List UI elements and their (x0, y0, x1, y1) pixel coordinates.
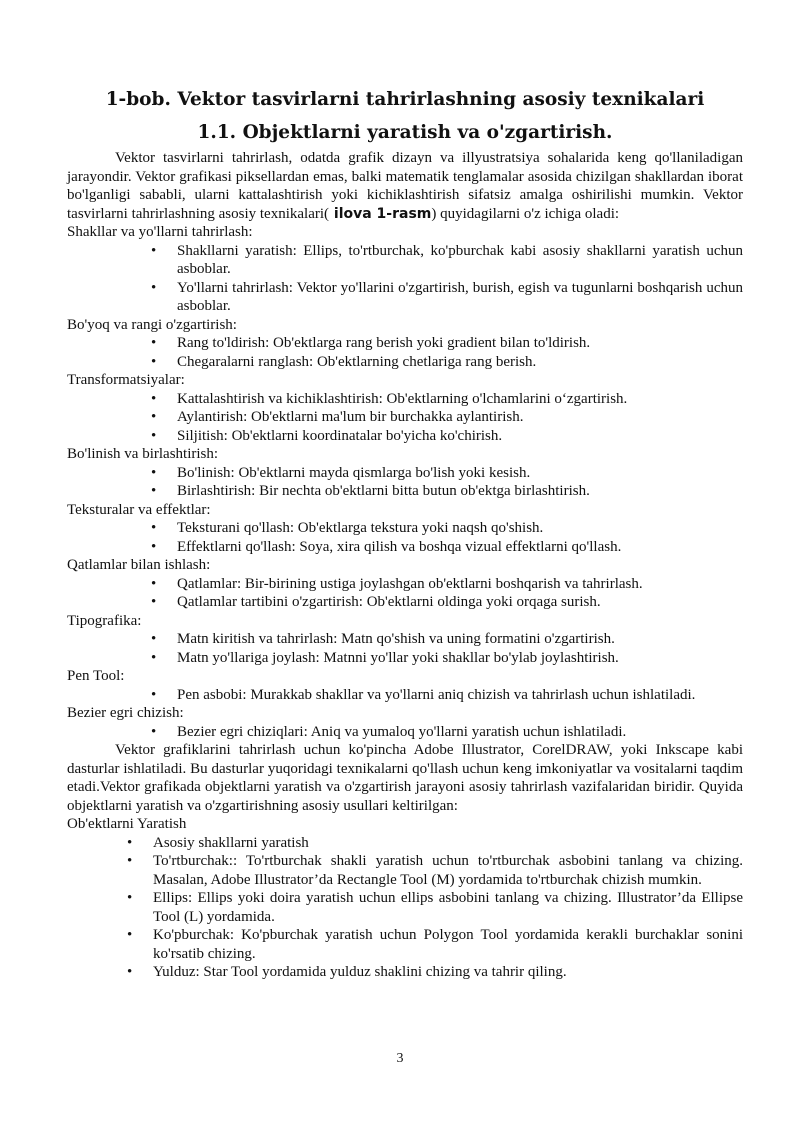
list-item (151, 593, 743, 612)
list-item-text: Asosiy shakllarni yaratish (153, 834, 309, 851)
bullet-icon: • (127, 927, 133, 943)
bullet-icon: • (151, 575, 157, 592)
section-title: Tipografika: (67, 612, 142, 629)
bullet-icon: • (151, 723, 157, 740)
section-title: Qatlamlar bilan ishlash: (67, 557, 211, 573)
list-item-text: Yulduz: Star Tool yordamida yulduz shaklini chizing va tahrir qiling. (153, 964, 567, 980)
bullet-list (67, 575, 743, 612)
bullet-icon: • (151, 594, 157, 610)
intro-text: Vektor tasvirlarni tahrirlash, odatda grafik dizayn va illyustratsiya sohalarida keng qo'llaniladigan jarayondir. Vektor grafikasi piksellardan emas, balki matematik tenglamalar asosida chizilgan shakllardan iborat bo'lganligi sababli, ularni kattalashtirish yoki kichiklashtirish sifatsiz amalga oshirilishi mumkin. Vektor tasvirlarni tahrirlashning asosiy texnikalari( (67, 150, 743, 222)
bullet-list (67, 390, 743, 446)
bullet-list (67, 242, 743, 316)
list-item-text: Aylantirish: Ob'ektlarni ma'lum bir burchakka aylantirish. (177, 409, 524, 425)
chapter-heading: 1-bob. Vektor tasvirlarni tahrirlashning asosiy texnikalari (105, 89, 705, 110)
list-item-text: Siljitish: Ob'ektlarni koordinatalar bo'yicha ko'chirish. (177, 427, 503, 444)
bullet-icon: • (127, 853, 133, 869)
bullet-icon: • (151, 649, 157, 666)
list-item-text: Matn kiritish va tahrirlash: Matn qo'shish va uning formatini o'zgartirish. (177, 631, 615, 647)
bullet-list (67, 686, 743, 705)
list-item-text: Teksturani qo'llash: Ob'ektlarga tekstura yoki naqsh qo'shish. (177, 520, 544, 536)
bullet-icon: • (127, 890, 133, 906)
list-item (127, 889, 743, 926)
list-item-text: Ellips: Ellips yoki doira yaratish uchun ellips asbobini tanlang va chizing. Illustrator’da Ellipse Tool (L) yordamida. (153, 890, 743, 925)
list-item (151, 538, 743, 557)
figure-reference: ilova 1-rasm (329, 205, 432, 222)
list-item (151, 723, 743, 742)
creation-list (67, 834, 743, 982)
bullet-icon: • (127, 834, 133, 851)
list-item (151, 279, 743, 316)
section-title: Bezier egri chizish: (67, 705, 184, 721)
list-item (151, 390, 743, 409)
intro-tail: ) quyidagilarni o'z ichiga oladi: (431, 205, 620, 222)
bullet-icon: • (151, 483, 157, 499)
bullet-list (67, 464, 743, 501)
bullet-list (67, 519, 743, 556)
second-paragraph: Vektor grafiklarini tahrirlash uchun ko'pincha Adobe Illustrator, CorelDRAW, yoki Inkscape kabi dasturlar ishlatiladi. Bu dasturlar yuqoridagi texnikalarni qo'llash uchun keng imkoniyatlar va vositalarni taqdim etadi.Vektor grafikada objektlarni yaratish va o'zgartirish jarayoni asosiy tahrirlash vazifalaridan biridir. Quyida objektlarni yaratish va o'zgartirishning asosiy usullari keltirilgan: (67, 742, 743, 814)
list-item (151, 353, 743, 372)
list-item (151, 630, 743, 649)
intro-paragraph (67, 149, 743, 223)
bullet-icon: • (151, 335, 157, 351)
section-title: Teksturalar va effektlar: (67, 501, 211, 518)
list-item-text: Chegaralarni ranglash: Ob'ektlarning chetlariga rang berish. (177, 353, 537, 370)
list-item-text: Rang to'ldirish: Ob'ektlarga rang berish yoki gradient bilan to'ldirish. (177, 335, 591, 351)
page-number: 3 (396, 1051, 404, 1066)
bullet-list (67, 334, 743, 371)
bullet-icon: • (127, 964, 133, 980)
list-item (127, 963, 743, 982)
list-item-text: Yo'llarni tahrirlash: Vektor yo'llarini o'zgartirish, burish, egish va tugunlarni boshqarish uchun asboblar. (177, 279, 743, 314)
creation-title: Ob'ektlarni Yaratish (67, 816, 187, 832)
list-item-text: Pen asbobi: Murakkab shakllar va yo'llarni aniq chizish va tahrirlash uchun ishlatiladi. (177, 686, 696, 703)
section-title: Transformatsiyalar: (67, 372, 185, 388)
list-item-text: Kattalashtirish va kichiklashtirish: Ob'ektlarning o'lchamlarini o‘zgartirish. (177, 390, 628, 407)
bullet-icon: • (151, 631, 157, 647)
bullet-icon: • (151, 390, 157, 407)
list-item-text: Matn yo'llariga joylash: Matnni yo'llar yoki shakllar bo'ylab joylashtirish. (177, 649, 619, 666)
list-item (127, 926, 743, 963)
bullet-icon: • (151, 520, 157, 536)
list-item (151, 575, 743, 594)
list-item-text: Ko'pburchak: Ko'pburchak yaratish uchun Polygon Tool yordamida kerakli burchaklar sonini ko'rsatib chizing. (153, 927, 743, 962)
list-item (151, 482, 743, 501)
list-item-text: Qatlamlar tartibini o'zgartirish: Ob'ektlarni oldinga yoki orqaga surish. (177, 594, 601, 610)
bullet-icon: • (151, 353, 157, 370)
list-item-text: Bezier egri chiziqlari: Aniq va yumaloq yo'llarni yaratish uchun ishlatiladi. (177, 723, 627, 740)
section-title: Bo'linish va birlashtirish: (67, 446, 219, 462)
list-item (151, 334, 743, 353)
bullet-icon: • (151, 242, 157, 259)
list-item (151, 649, 743, 668)
list-item (151, 427, 743, 446)
bullet-icon: • (151, 409, 157, 425)
bullet-icon: • (151, 427, 157, 444)
list-item-text: Shakllarni yaratish: Ellips, to'rtburchak, ko'pburchak kabi asosiy shakllarni yaratish uchun asboblar. (177, 242, 743, 277)
section-title: Bo'yoq va rangi o'zgartirish: (67, 316, 237, 333)
list-item (151, 686, 743, 705)
techniques-list (67, 223, 743, 741)
list-item (151, 464, 743, 483)
list-item-text: Birlashtirish: Bir nechta ob'ektlarni bitta butun ob'ektga birlashtirish. (177, 483, 590, 499)
bullet-icon: • (151, 538, 157, 555)
section-title: Shakllar va yo'llarni tahrirlash: (67, 224, 253, 240)
document-page (67, 88, 743, 982)
bullet-list (67, 723, 743, 742)
bullet-list (67, 630, 743, 667)
bullet-icon: • (151, 279, 157, 296)
list-item (127, 852, 743, 889)
list-item-text: Qatlamlar: Bir-birining ustiga joylashgan ob'ektlarni boshqarish va tahrirlash. (177, 575, 643, 592)
list-item (151, 242, 743, 279)
section-heading: 1.1. Objektlarni yaratish va o'zgartirish. (197, 122, 613, 143)
list-item (127, 834, 743, 853)
section-title: Pen Tool: (67, 668, 125, 684)
bullet-icon: • (151, 464, 157, 481)
list-item (151, 519, 743, 538)
list-item (151, 408, 743, 427)
list-item-text: Bo'linish: Ob'ektlarni mayda qismlarga bo'lish yoki kesish. (177, 464, 531, 481)
bullet-icon: • (151, 686, 157, 703)
list-item-text: Effektlarni qo'llash: Soya, xira qilish va boshqa vizual effektlarni qo'llash. (177, 538, 622, 555)
list-item-text: To'rtburchak:: To'rtburchak shakli yaratish uchun to'rtburchak asbobini tanlang va chizing. Masalan, Adobe Illustrator’da Rectangle Tool (M) yordamida to'rtburchak chizish mumkin. (153, 853, 743, 888)
